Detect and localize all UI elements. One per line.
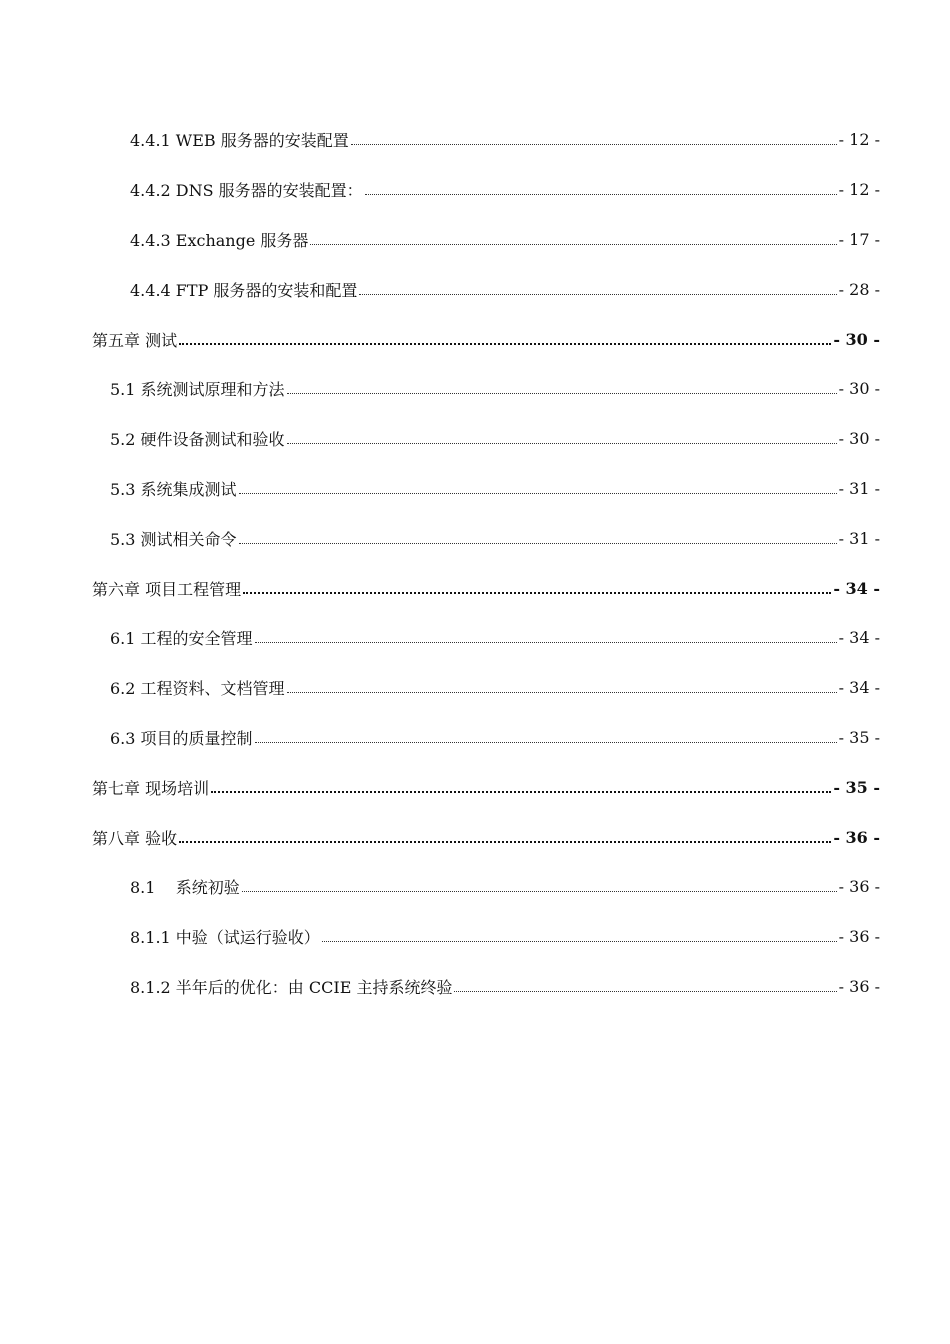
toc-entry-title: 8.1.1 中验（试运行验收）	[130, 928, 320, 948]
toc-entry-6-1[interactable]	[0, 613, 950, 663]
toc-dot-leader	[255, 728, 837, 743]
toc-dot-leader	[365, 180, 837, 195]
toc-entry-title: 4.4.3 Exchange 服务器	[130, 230, 309, 250]
toc-entry-title: 第六章 项目工程管理	[92, 579, 242, 599]
toc-entry-page: - 28 -	[838, 279, 880, 299]
toc-entry-page: - 34 -	[833, 578, 880, 598]
toc-dot-leader	[242, 877, 837, 892]
toc-entry-title: 5.3 系统集成测试	[110, 479, 237, 499]
toc-dot-leader	[243, 578, 831, 594]
toc-entry-4-4-4[interactable]	[0, 264, 950, 314]
toc-entry-page: - 36 -	[838, 877, 880, 897]
toc-dot-leader	[179, 827, 831, 843]
toc-entry-page: - 34 -	[838, 628, 880, 648]
toc-dot-leader	[287, 379, 837, 394]
toc-entry-page: - 35 -	[833, 777, 880, 797]
toc-entry-5-3-commands[interactable]	[0, 513, 950, 563]
toc-entry-chapter-8[interactable]	[0, 812, 950, 862]
toc-dot-leader	[287, 678, 837, 693]
toc-entry-chapter-5[interactable]	[0, 314, 950, 364]
toc-entry-title: 4.4.4 FTP 服务器的安装和配置	[130, 280, 358, 300]
toc-entry-page: - 30 -	[838, 379, 880, 399]
toc-entry-chapter-7[interactable]	[0, 762, 950, 812]
toc-entry-page: - 30 -	[833, 329, 880, 349]
toc-dot-leader	[310, 230, 836, 245]
toc-entry-title: 8.1 系统初验	[130, 878, 240, 898]
toc-entry-5-3[interactable]	[0, 464, 950, 514]
toc-entry-title: 6.3 项目的质量控制	[110, 728, 253, 748]
toc-entry-page: - 17 -	[838, 229, 880, 249]
toc-dot-leader	[322, 927, 837, 942]
toc-dot-leader	[211, 777, 831, 793]
toc-entry-page: - 34 -	[838, 678, 880, 698]
toc-entry-page: - 31 -	[838, 528, 880, 548]
toc-entry-4-4-3[interactable]	[0, 215, 950, 265]
toc-entry-title: 5.2 硬件设备测试和验收	[110, 430, 285, 450]
table-of-contents	[0, 115, 950, 1011]
toc-entry-title: 8.1.2 半年后的优化：由 CCIE 主持系统终验	[130, 977, 453, 997]
toc-entry-page: - 36 -	[833, 827, 880, 847]
toc-entry-page: - 36 -	[838, 976, 880, 996]
toc-entry-title: 第八章 验收	[92, 828, 178, 848]
toc-entry-title: 4.4.1 WEB 服务器的安装配置	[130, 131, 349, 151]
toc-dot-leader	[287, 429, 837, 444]
toc-entry-page: - 35 -	[838, 727, 880, 747]
toc-entry-4-4-2[interactable]	[0, 165, 950, 215]
toc-entry-chapter-6[interactable]	[0, 563, 950, 613]
toc-entry-4-4-1[interactable]	[0, 115, 950, 165]
toc-entry-title: 6.2 工程资料、文档管理	[110, 679, 285, 699]
toc-entry-page: - 12 -	[838, 130, 880, 150]
toc-entry-6-3[interactable]	[0, 713, 950, 763]
toc-entry-5-2[interactable]	[0, 414, 950, 464]
toc-entry-8-1-2[interactable]	[0, 962, 950, 1012]
toc-entry-title: 第七章 现场培训	[92, 778, 210, 798]
toc-entry-page: - 36 -	[838, 927, 880, 947]
toc-entry-title: 6.1 工程的安全管理	[110, 629, 253, 649]
toc-entry-title: 4.4.2 DNS 服务器的安装配置：	[130, 181, 363, 201]
toc-entry-page: - 30 -	[838, 429, 880, 449]
toc-entry-title: 第五章 测试	[92, 330, 178, 350]
toc-entry-5-1[interactable]	[0, 364, 950, 414]
toc-entry-title: 5.3 测试相关命令	[110, 529, 237, 549]
toc-dot-leader	[179, 329, 831, 345]
toc-entry-title: 5.1 系统测试原理和方法	[110, 380, 285, 400]
toc-dot-leader	[255, 628, 837, 643]
toc-dot-leader	[454, 977, 836, 992]
toc-dot-leader	[239, 479, 837, 494]
toc-entry-page: - 12 -	[838, 180, 880, 200]
toc-dot-leader	[359, 280, 836, 295]
toc-entry-8-1-1[interactable]	[0, 912, 950, 962]
toc-entry-6-2[interactable]	[0, 663, 950, 713]
toc-entry-8-1[interactable]	[0, 862, 950, 912]
toc-dot-leader	[239, 529, 837, 544]
toc-entry-page: - 31 -	[838, 478, 880, 498]
toc-dot-leader	[351, 130, 837, 145]
